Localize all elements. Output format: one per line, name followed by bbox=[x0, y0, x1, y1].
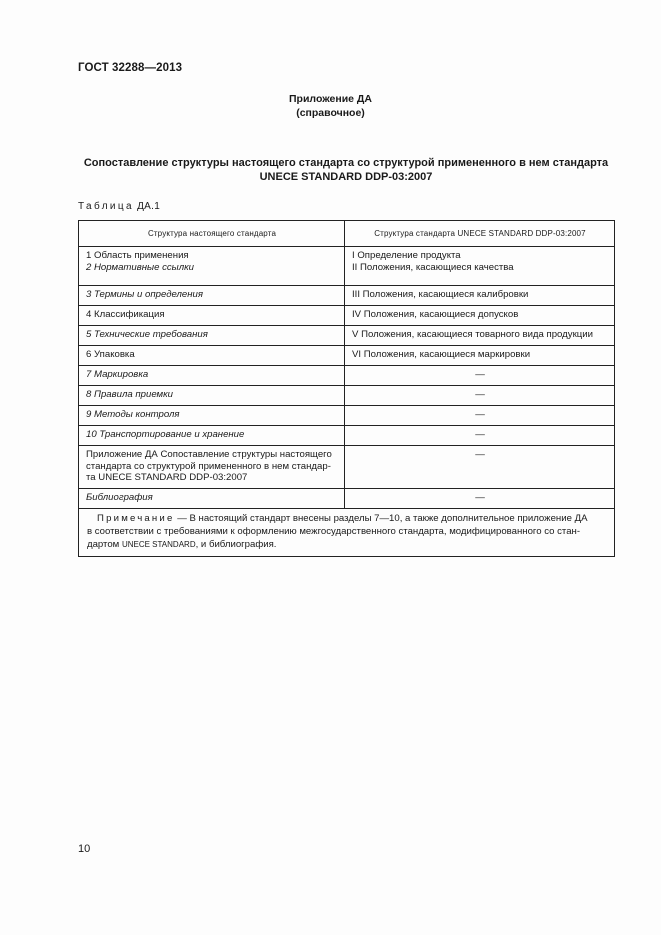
table-cell: Библиография bbox=[79, 489, 345, 509]
cell-line: стандарта со структурой примененного в нем стандар- bbox=[86, 460, 331, 472]
table-row bbox=[79, 286, 615, 306]
title-line-2: UNECE STANDARD DDP-03:2007 bbox=[259, 171, 433, 183]
column-header: Структура стандарта UNECE STANDARD DDP-03:2007 bbox=[345, 221, 615, 247]
column-header: Структура настоящего стандарта bbox=[79, 221, 345, 247]
cell-line: Приложение ДА Сопоставление структуры настоящего bbox=[86, 449, 332, 460]
table-cell: 7 Маркировка bbox=[79, 366, 345, 386]
table-row bbox=[79, 426, 615, 446]
table-row bbox=[79, 446, 615, 489]
table-cell: — bbox=[345, 406, 615, 426]
table-row bbox=[79, 306, 615, 326]
table-cell: — bbox=[345, 446, 615, 489]
note-line bbox=[87, 538, 606, 551]
table-cell bbox=[79, 247, 345, 286]
title-line-1: Сопоставление структуры настоящего стандарта со структурой примененного в нем стандарта bbox=[83, 157, 609, 169]
cell-line: 2 Нормативные ссылки bbox=[86, 261, 195, 273]
table-cell: IV Положения, касающиеся допусков bbox=[345, 306, 615, 326]
note-text: дартом bbox=[87, 539, 122, 551]
table-cell: VI Положения, касающиеся маркировки bbox=[345, 346, 615, 366]
note-standard-name: UNECE STANDARD bbox=[121, 540, 196, 550]
table-caption-prefix: Таблица bbox=[78, 201, 135, 212]
appendix-subtitle: (справочное) bbox=[296, 107, 365, 119]
page-title bbox=[70, 156, 622, 184]
document-code: ГОСТ 32288—2013 bbox=[78, 62, 183, 74]
table-cell: — bbox=[345, 489, 615, 509]
page-number: 10 bbox=[78, 843, 91, 855]
table-cell: — bbox=[345, 426, 615, 446]
table-cell: 4 Классификация bbox=[79, 306, 345, 326]
table-cell: 3 Термины и определения bbox=[79, 286, 345, 306]
table-cell: 10 Транспортирование и хранение bbox=[79, 426, 345, 446]
cell-line: II Положения, касающиеся качества bbox=[352, 261, 514, 273]
note-line: в соответствии с требованиями к оформлению межгосударственного стандарта, модифицированного со стан- bbox=[87, 526, 581, 538]
table-cell: 5 Технические требования bbox=[79, 326, 345, 346]
table-row bbox=[79, 406, 615, 426]
note-line bbox=[87, 512, 606, 525]
appendix-title: Приложение ДА bbox=[289, 93, 372, 105]
table-caption-id: ДА.1 bbox=[137, 201, 161, 212]
structure-comparison-table bbox=[78, 220, 615, 557]
table-row bbox=[79, 346, 615, 366]
table-cell: 9 Методы контроля bbox=[79, 406, 345, 426]
cell-line: I Определение продукта bbox=[352, 250, 461, 261]
table-row bbox=[79, 326, 615, 346]
cell-line: та UNECE STANDARD DDP-03:2007 bbox=[86, 472, 248, 484]
table-cell: V Положения, касающиеся товарного вида продукции bbox=[345, 326, 615, 346]
table-caption bbox=[78, 201, 160, 212]
table-row bbox=[79, 489, 615, 509]
table-header-row bbox=[79, 221, 615, 247]
appendix-heading bbox=[0, 92, 661, 120]
note-text: , и библиография. bbox=[195, 539, 277, 551]
table-cell: III Положения, касающиеся калибровки bbox=[345, 286, 615, 306]
table-note bbox=[79, 509, 615, 557]
table-cell: 8 Правила приемки bbox=[79, 386, 345, 406]
table-cell: — bbox=[345, 366, 615, 386]
table-row bbox=[79, 247, 615, 286]
table-note-row bbox=[79, 509, 615, 557]
table-row bbox=[79, 386, 615, 406]
table-cell bbox=[345, 247, 615, 286]
table-cell: 6 Упаковка bbox=[79, 346, 345, 366]
note-label: Примечание bbox=[97, 513, 175, 524]
note-text: — В настоящий стандарт внесены разделы 7—10, а также дополнительное приложение ДА bbox=[174, 513, 588, 524]
cell-line: 1 Область применения bbox=[86, 250, 189, 261]
table-cell bbox=[79, 446, 345, 489]
table-cell: — bbox=[345, 386, 615, 406]
table-row bbox=[79, 366, 615, 386]
